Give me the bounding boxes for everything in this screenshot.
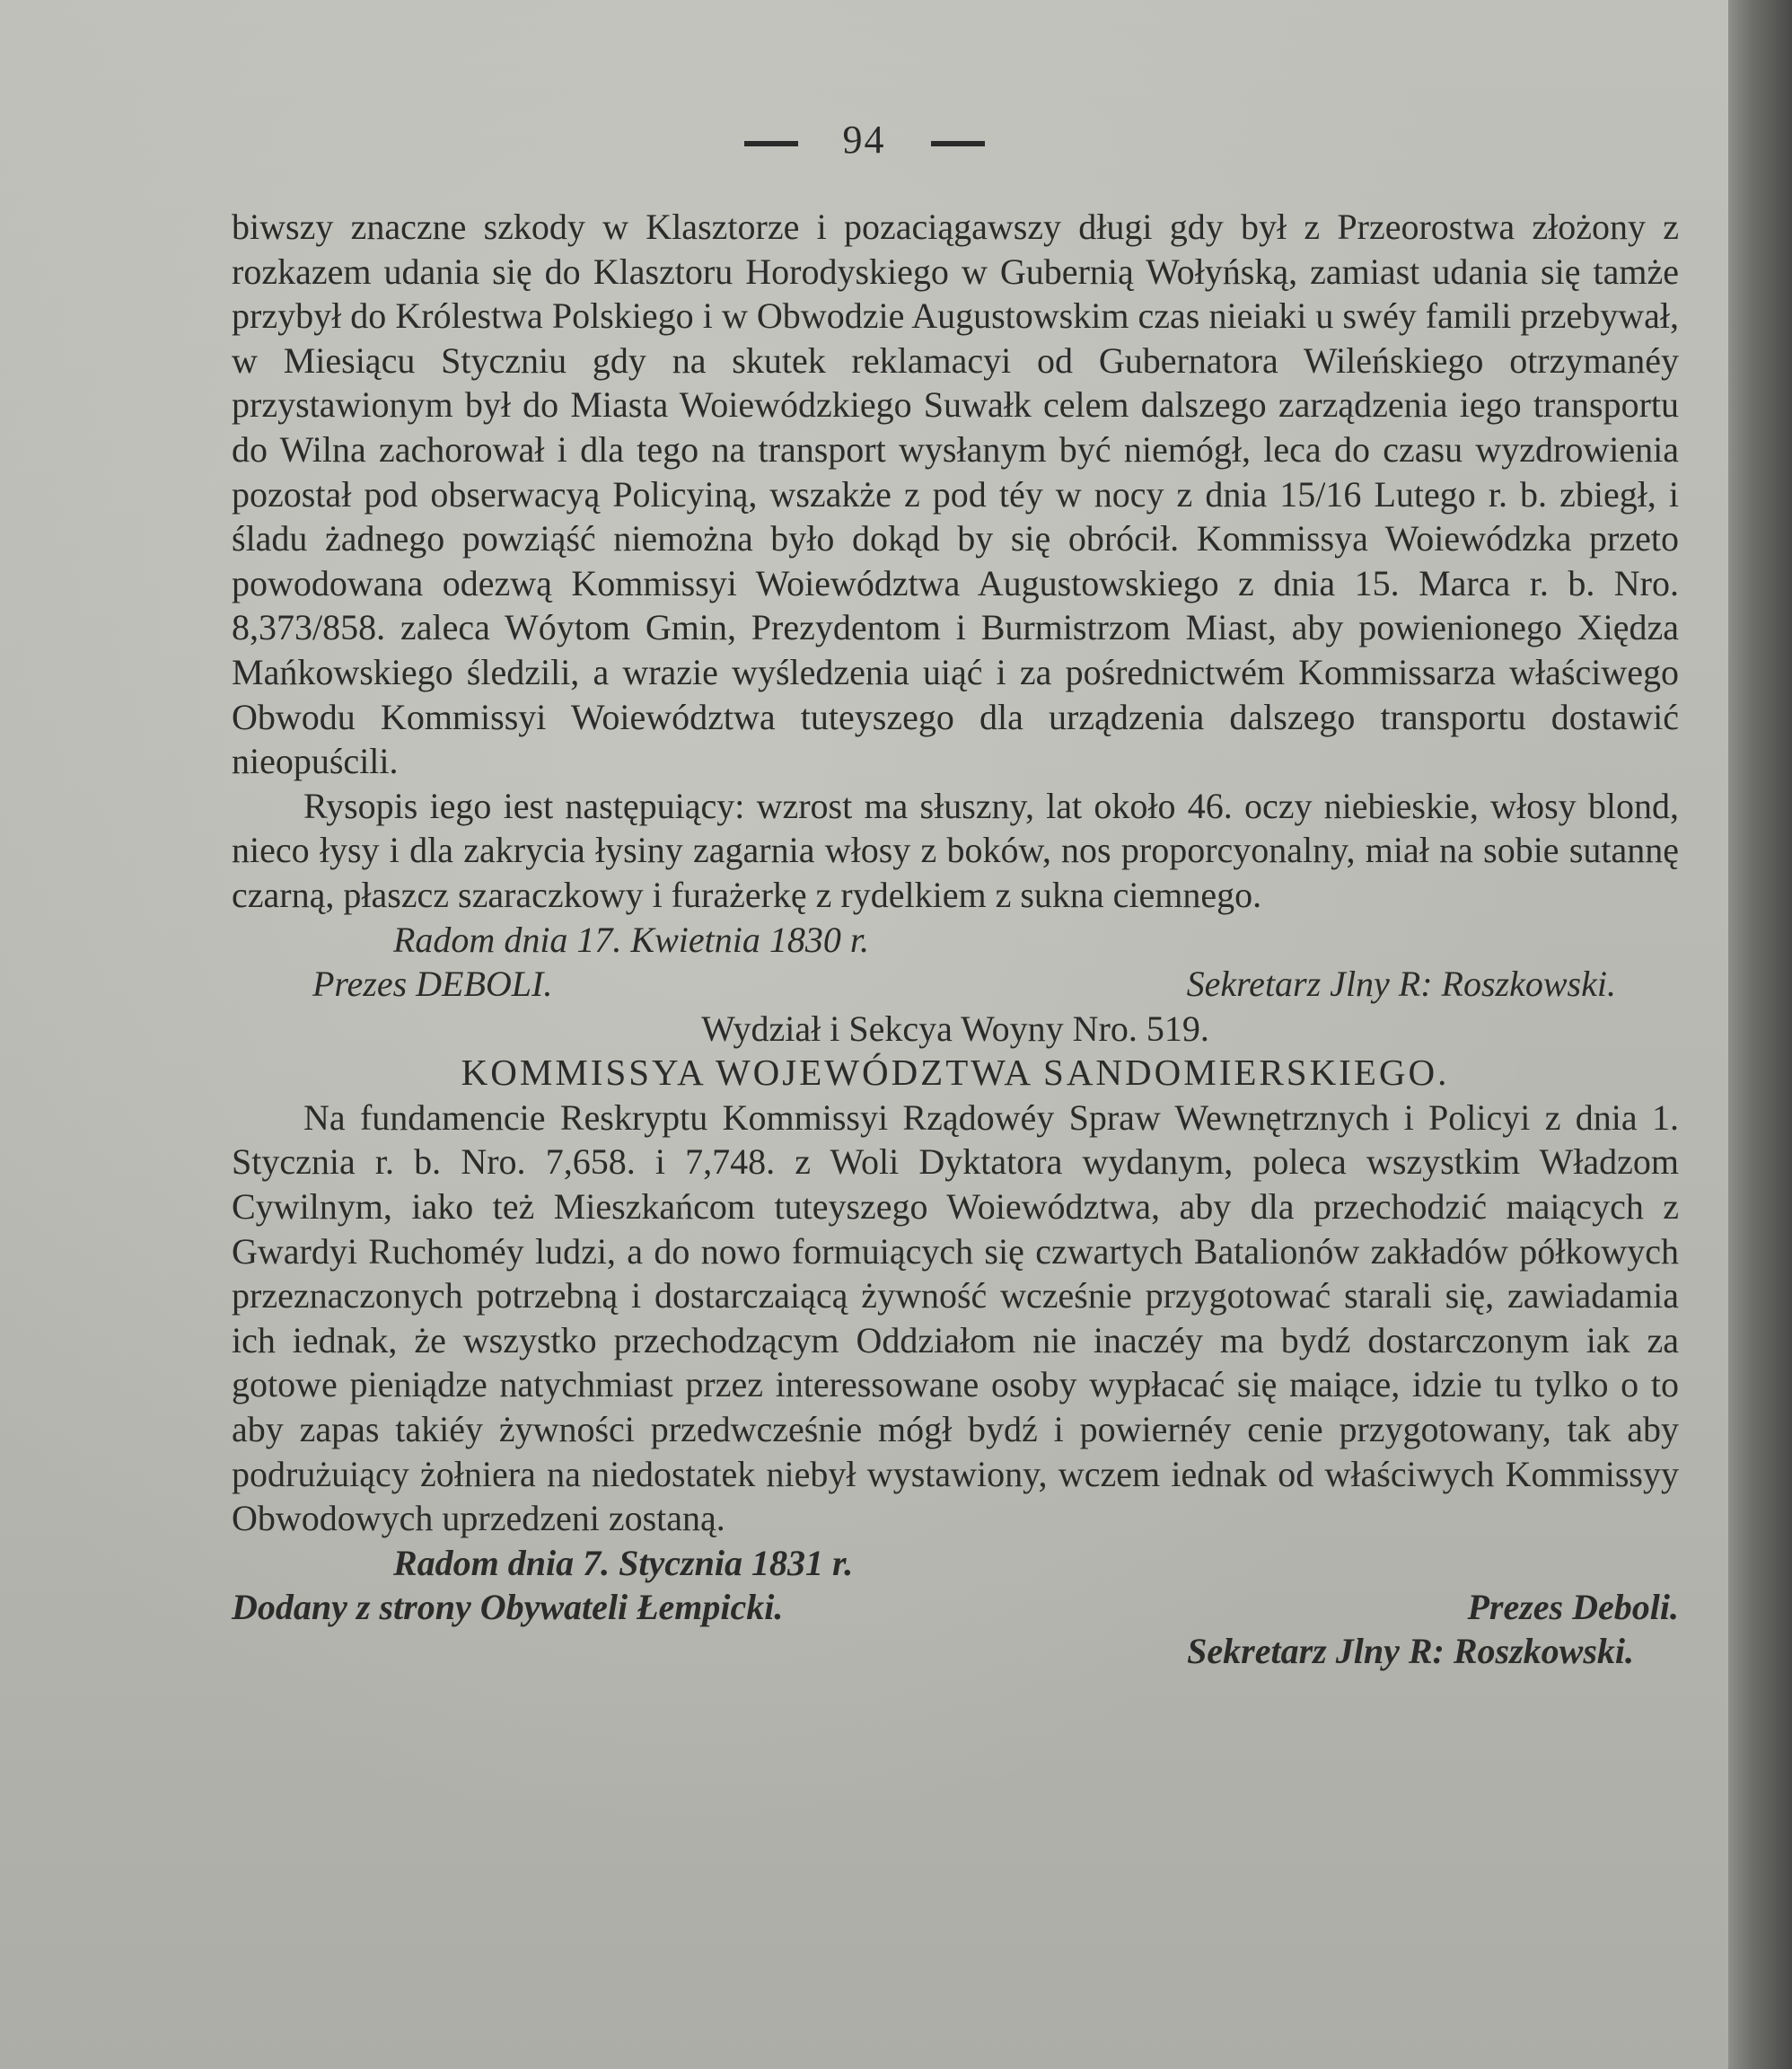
- notice2-secretary: Sekretarz Jlny R: Roszkowski.: [1187, 1631, 1634, 1672]
- notice2-date: Radom dnia 7. Stycznia 1831 r.: [393, 1542, 854, 1583]
- paragraph-description: Rysopis iego iest następuiący: wzrost ma słuszny, lat około 46. oczy niebieskie, włosy blond, nieco łysy i dla zakrycia łysiny zagarnia włosy z boków, nos proporcyonalny, miał na sobie sutannę czarną, płaszcz szaraczkowy i furażerkę z rydelkiem z sukna ciemnego.: [232, 785, 1679, 915]
- paragraph-ordinance: Na fundamencie Reskryptu Kommissyi Rządowéy Spraw Wewnętrznych i Policyi z dnia 1. Stycznia r. b. Nro. 7,658. i 7,748. z Woli Dyktatora wydanym, poleca wszystkim Władzom Cywilnym, iako też Mieszkańcom tuteyszego Woiewództwa, aby dla przechodzić maiących z Gwardyi Ruchoméy ludzi, a do nowo formuiących się czwartych Batalionów zakładów półkowych przeznaczonych potrzebną i dostarczaiącą żywność wcześnie przygotować starali się, zawiadamia ich iednak, że wszystko przechodzącym Oddziałom nie inaczéy ma bydź dostarczonym iak za gotowe pieniądze natychmiast przez interessowane osoby wypłacać się maiące, idzie tu tylko o to aby zapas takiéy żywności przedwcześnie mógł bydź i powiernéy cenie przygotowany, tak aby podrużuiący żołniera na niedostatek niebył wystawiony, wczem iednak od właściwych Kommissyy Obwodowych uprzedzeni zostaną.: [232, 1096, 1679, 1539]
- notice2-added-by: Dodany z strony Obywateli Łempicki.: [232, 1587, 784, 1628]
- page-header: [0, 117, 1728, 163]
- page-number: 94: [842, 118, 886, 162]
- header-dash-left: [744, 141, 798, 146]
- notice2-signatures: [232, 1585, 1679, 1684]
- notice1-president: Prezes DEBOLI.: [312, 964, 553, 1005]
- notice1-secretary: Sekretarz Jlny R: Roszkowski.: [1186, 964, 1616, 1005]
- page-edge-shadow: [1728, 0, 1792, 2069]
- notice2-president: Prezes Deboli.: [1467, 1587, 1679, 1628]
- paragraph-continuation: biwszy znaczne szkody w Klasztorze i pozaciągawszy długi gdy był z Przeorostwa złożony z rozkazem udania się do Klasztoru Horodyskiego w Gubernią Wołyńską, zamiast udania się tamże przybył do Królestwa Polskiego i w Obwodzie Augustowskim czas nieiaki u swéy famili przebywał, w Miesiącu Styczniu gdy na skutek reklamacyi od Gubernatora Wileńskiego otrzymanéy przystawionym był do Miasta Woiewódzkiego Suwałk celem dalszego zarządzenia iego transportu do Wilna zachorował i dla tego na transport wysłanym być niemógł, leca do czasu wyzdrowienia pozostał pod obserwacyą Policyiną, wszakże z pod téy w nocy z dnia 15/16 Lutego r. b. zbiegł, i śladu żadnego powziąść niemożna było dokąd by się obrócił. Kommissya Woiewódzka przeto powodowana odezwą Kommissyi Woiewództwa Augustowskiego z dnia 15. Marca r. b. Nro. 8,373/858. zaleca Wóytom Gmin, Prezydentom i Burmistrzom Miast, aby powienionego Xiędza Mańkowskiego śledzili, a wrazie wyśledzenia uiąć i za pośrednictwém Kommissarza właściwego Obwodu Kommissyi Woiewództwa tuteyszego dla urządzenia dalszego transportu dostawić nieopuścili.: [232, 207, 1679, 782]
- document-body: [232, 205, 1679, 1684]
- header-dash-right: [931, 141, 985, 146]
- division-line: Wydział i Sekcya Woyny Nro. 519.: [701, 1008, 1209, 1049]
- commission-title: KOMMISSYA WOJEWÓDZTWA SANDOMIERSKIEGO.: [461, 1052, 1450, 1094]
- notice1-signatures: [232, 962, 1679, 1007]
- notice1-date: Radom dnia 17. Kwietnia 1830 r.: [393, 919, 870, 960]
